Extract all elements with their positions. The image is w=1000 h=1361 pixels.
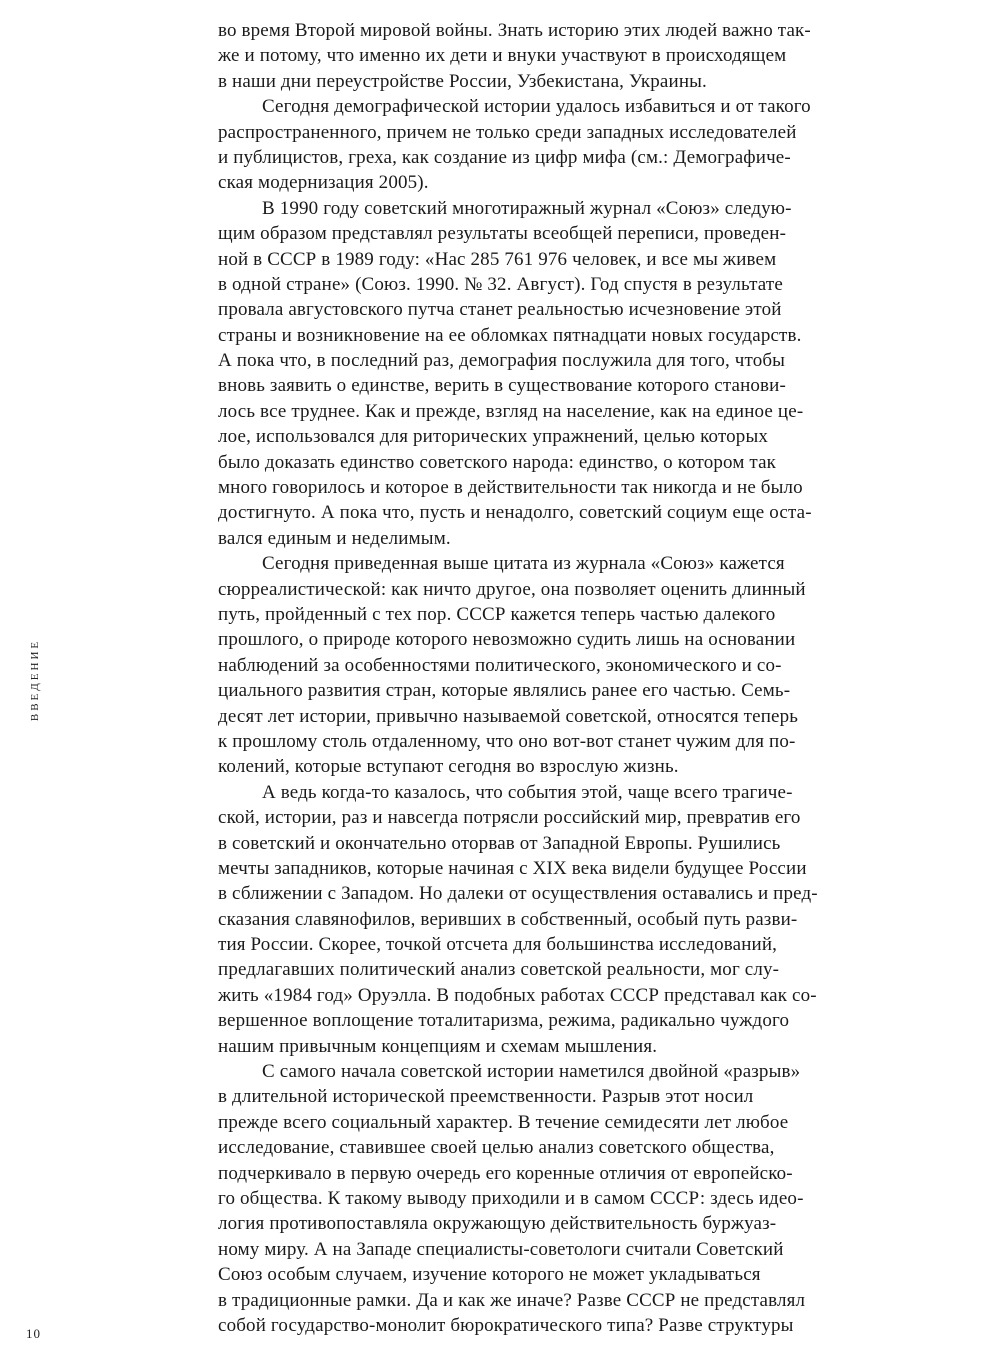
text-line: ной в СССР в 1989 году: «Нас 285 761 976 человек, и все мы живем (218, 248, 777, 270)
text-line: сюрреалистической: как ничто другое, она позволяет оценить длинный (218, 578, 806, 600)
text-line: в советский и окончательно оторвав от Западной Европы. Рушились (218, 832, 781, 854)
text-line: В 1990 году советский многотиражный журнал «Союз» следую- (262, 197, 792, 219)
text-line: Сегодня демографической истории удалось избавиться и от такого (262, 96, 811, 118)
running-head (26, 620, 44, 740)
page-number: 10 (26, 1326, 41, 1341)
text-line: тия России. Скорее, точкой отсчета для большинства исследований, (218, 934, 778, 956)
text-line: путь, пройденный с тех пор. СССР кажется теперь частью далекого (218, 603, 776, 625)
text-line: много говорилось и которое в действительности так никогда и не было (218, 477, 803, 499)
text-line: в одной стране» (Союз. 1990. № 32. Август). Год спустя в результате (218, 273, 783, 295)
text-line: А пока что, в последний раз, демография послужила для того, чтобы (218, 350, 786, 372)
text-line: логия противопоставляла окружающую действительность буржуаз- (218, 1213, 777, 1235)
text-line: лое, использовался для риторических упражнений, целью которых (218, 426, 769, 448)
text-line: в наши дни переустройстве России, Узбекистана, Украины. (218, 70, 707, 92)
text-line: и публицистов, греха, как создание из цифр мифа (см.: Демографиче- (218, 146, 791, 168)
text-line: жить «1984 год» Оруэлла. В подобных работах СССР представал как со- (218, 984, 817, 1006)
text-line: собой государство-монолит бюрократического типа? Разве структуры (218, 1314, 794, 1336)
text-line: в традиционные рамки. Да и как же иначе? Разве СССР не представлял (218, 1289, 806, 1311)
text-line: во время Второй мировой войны. Знать историю этих людей важно так- (218, 20, 811, 41)
text-line: к прошлому столь отдаленному, что оно вот-вот станет чужим для по- (218, 730, 796, 752)
text-line: десят лет истории, привычно называемой советской, относятся теперь (218, 705, 799, 727)
text-line: нашим привычным концепциям и схемам мышления. (218, 1035, 658, 1057)
text-line: ному миру. А на Западе специалисты-советологи считали Советский (218, 1238, 784, 1260)
text-line: провала августовского путча станет реальностью исчезновение этой (218, 299, 782, 321)
text-line: колений, которые вступают сегодня во взрослую жизнь. (218, 756, 679, 778)
text-line: было доказать единство советского народа: единство, о котором так (218, 451, 777, 473)
text-line: вновь заявить о единстве, верить в существование которого станови- (218, 375, 786, 397)
text-line: наблюдений за особенностями политического, экономического и со- (218, 654, 782, 676)
text-line: го общества. К такому выводу приходили и в самом СССР: здесь идео- (218, 1187, 804, 1209)
text-line: ская модернизация 2005). (218, 172, 429, 194)
text-line: Союз особым случаем, изучение которого не может укладываться (218, 1264, 761, 1286)
text-line: предлагавших политический анализ советской реальности, мог слу- (218, 959, 780, 981)
text-line: вершенное воплощение тоталитаризма, режима, радикально чуждого (218, 1010, 790, 1032)
text-line: мечты западников, которые начиная с XIX века видели будущее России (218, 857, 807, 879)
text-line: щим образом представлял результаты всеобщей переписи, проведен- (218, 223, 787, 245)
text-line: страны и возникновение на ее обломках пятнадцати новых государств. (218, 324, 802, 346)
text-line: распространенного, причем не только среди западных исследователей (218, 121, 797, 143)
text-line: вался единым и неделимым. (218, 527, 451, 549)
text-line: подчеркивало в первую очередь его коренные отличия от европейско- (218, 1162, 793, 1184)
text-line: в длительной исторической преемственности. Разрыв этот носил (218, 1086, 754, 1108)
text-line: прежде всего социальный характер. В течение семидесяти лет любое (218, 1111, 789, 1133)
text-line: лось все труднее. Как и прежде, взгляд на население, как на единое це- (218, 400, 804, 422)
text-line: С самого начала советской истории наметился двойной «разрыв» (262, 1061, 801, 1083)
running-head-label: ВВЕДЕНИЕ (29, 638, 42, 722)
text-line: Сегодня приведенная выше цитата из журнала «Союз» кажется (262, 553, 785, 575)
text-line: А ведь когда-то казалось, что события этой, чаще всего трагиче- (262, 781, 793, 803)
text-line: сказания славянофилов, веривших в собственный, особый путь разви- (218, 908, 798, 930)
text-line: циального развития стран, которые являлись ранее его частью. Семь- (218, 680, 791, 702)
text-line: ской, истории, раз и навсегда потрясли российский мир, превратив его (218, 807, 801, 829)
text-line: исследование, ставившее своей целью анализ советского общества, (218, 1137, 775, 1159)
text-line: же и потому, что именно их дети и внуки участвуют в происходящем (218, 45, 787, 67)
text-line: в сближении с Западом. Но далеки от осуществления оставались и пред- (218, 883, 818, 905)
text-line: достигнуто. А пока что, пусть и ненадолго, советский социум еще оста- (218, 502, 812, 524)
body-text (218, 18, 868, 1338)
text-line: прошлого, о природе которого невозможно судить лишь на основании (218, 629, 796, 651)
